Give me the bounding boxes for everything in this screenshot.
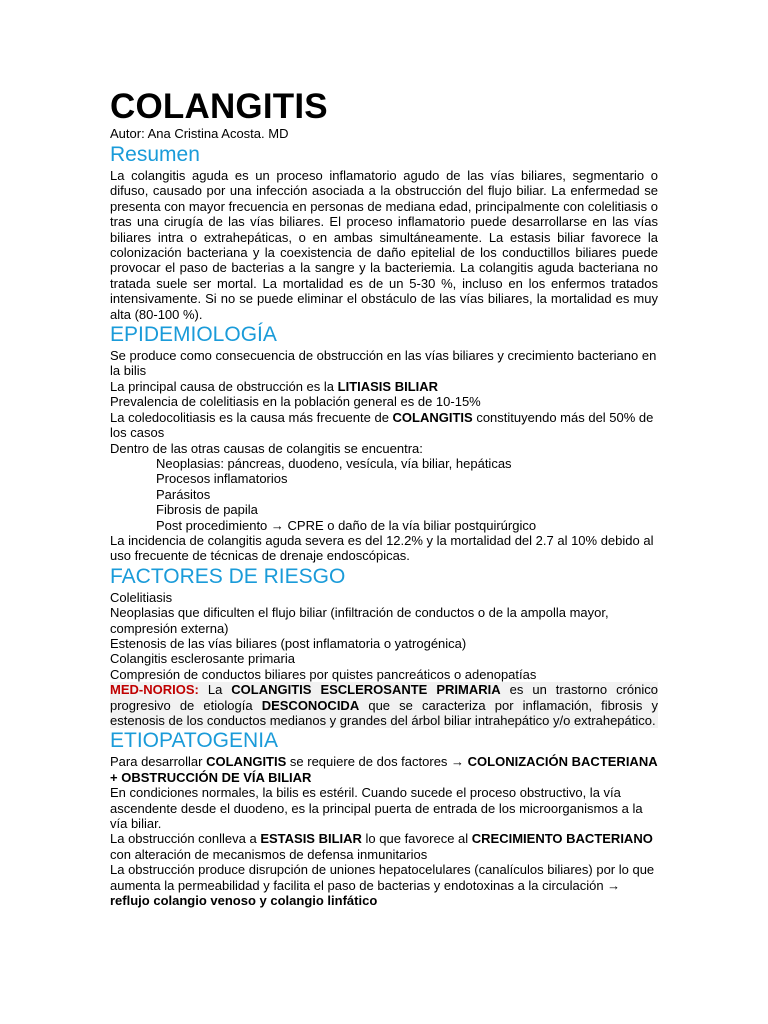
factor-item: Colangitis esclerosante primaria [110, 651, 295, 667]
etio-paragraph-1 [110, 754, 658, 785]
note-text-e: que se caracteriza por inflamación, fibrosis y estenosis de los conductos medianos y grandes del árbol biliar intrahepático y/o extrahepático. [110, 697, 658, 728]
epi-line-4-post: constituyendo más del 50% de los casos [110, 409, 654, 441]
note-bold-b: COLANGITIS ESCLEROSANTE PRIMARIA [231, 682, 501, 698]
etio-p1-b: COLANGITIS [206, 754, 287, 770]
document-title: COLANGITIS [110, 87, 328, 126]
factor-item: Neoplasias que dificulten el flujo biliar (infiltración de conductos o de la ampolla mayor, compresión externa) [110, 605, 609, 636]
heading-resumen: Resumen [110, 143, 200, 166]
cause-item: Procesos inflamatorios [156, 471, 288, 487]
etio-p3-d: CRECIMIENTO BACTERIANO [471, 831, 653, 847]
epi-line-2-bold: LITIASIS BILIAR [337, 378, 439, 394]
epi-line-3: Prevalencia de colelitiasis en la población general es de 10-15% [110, 394, 481, 410]
resumen-paragraph: La colangitis aguda es un proceso inflamatorio agudo de las vías biliares, segmentario o difuso, causado por una infección asociada a la obstrucción del flujo biliar. La enfermedad se presenta con mayor frecuencia en personas de mediana edad, principalmente con colelitiasis o tras una cirugía de las vías biliares. El proceso inflamatorio puede desarrollarse en las vías biliares intra o extrahepáticas, o en ambas simultáneamente. La estasis biliar favorece la colonización bacteriana y la coexistencia de daño epitelial de los conductillos biliares puede provocar el paso de bacterias a la sangre y la bacteriemia. La colangitis aguda bacteriana no tratada suele ser mortal. La mortalidad es de un 5-30 %, incluso en los enfermos tratados intensivamente. Si no se puede eliminar el obstáculo de las vías biliares, la mortalidad es muy alta (80-100 %). [110, 168, 658, 322]
note-bold-d: DESCONOCIDA [261, 697, 360, 713]
etio-p3-a: La obstrucción conlleva a [110, 831, 261, 847]
etio-paragraph-4 [110, 862, 658, 908]
etio-p1-a: Para desarrollar [110, 754, 207, 770]
etio-p1-c: se requiere de dos factores → [286, 754, 468, 770]
epi-line-1: Se produce como consecuencia de obstrucción en las vías biliares y crecimiento bacteriano en la bilis [110, 348, 657, 379]
med-norios-label: MED-NORIOS: [110, 682, 199, 698]
epi-line-6: La incidencia de colangitis aguda severa es del 12.2% y la mortalidad del 2.7 al 10% debido al uso frecuente de técnicas de drenaje endoscópicas. [110, 532, 654, 564]
factor-item: Compresión de conductos biliares por quistes pancreáticos o adenopatías [110, 666, 537, 682]
epi-line-2 [110, 379, 658, 394]
etio-p3-b: ESTASIS BILIAR [260, 831, 362, 847]
author-line: Autor: Ana Cristina Acosta. MD [110, 126, 289, 141]
cause-item: Neoplasias: páncreas, duodeno, vesícula, vía biliar, hepáticas [156, 455, 512, 471]
cause-item: Post procedimiento → CPRE o daño de la vía biliar postquirúrgico [156, 517, 537, 533]
factor-item: Colelitiasis [110, 589, 173, 605]
epi-line-4-bold: COLANGITIS [392, 409, 473, 425]
etio-p3-c: lo que favorece al [361, 831, 472, 847]
epi-line-5: Dentro de las otras causas de colangitis se encuentra: [110, 440, 423, 456]
etio-p4-a: La obstrucción produce disrupción de uniones hepatocelulares (canalículos biliares) por lo que aumenta la permeabilidad y facilita el paso de bacterias y endotoxinas a la circulación → [110, 862, 655, 893]
epi-line-4-text: La coledocolitiasis es la causa más frecuente de [110, 409, 393, 425]
epi-line-2-text: La principal causa de obstrucción es la [110, 378, 338, 394]
etio-p1-d: COLONIZACIÓN BACTERIANA + OBSTRUCCIÓN DE VÍA BILIAR [110, 754, 658, 785]
etio-p4-b: reflujo colangio venoso y colangio linfático [110, 893, 378, 909]
cause-item: Parásitos [156, 486, 211, 502]
med-norios-note [110, 682, 658, 728]
note-text-a: La [198, 682, 232, 698]
etio-paragraph-2: En condiciones normales, la bilis es estéril. Cuando sucede el proceso obstructivo, la vía ascendente desde el duodeno, es la principal puerta de entrada de los microorganismos a la vía biliar. [110, 785, 643, 832]
epi-line-4 [110, 410, 658, 441]
heading-etiopatogenia: ETIOPATOGENIA [110, 729, 279, 753]
heading-factores: FACTORES DE RIESGO [110, 564, 346, 588]
factor-item: Estenosis de las vías biliares (post inflamatoria o yatrogénica) [110, 635, 467, 651]
heading-epidemiologia: EPIDEMIOLOGÍA [110, 323, 277, 347]
etio-paragraph-3 [110, 831, 658, 862]
note-text-c: es un trastorno crónico progresivo de etiología [110, 682, 658, 713]
etio-p3-e: con alteración de mecanismos de defensa inmunitarios [110, 846, 428, 862]
cause-item: Fibrosis de papila [156, 502, 258, 518]
